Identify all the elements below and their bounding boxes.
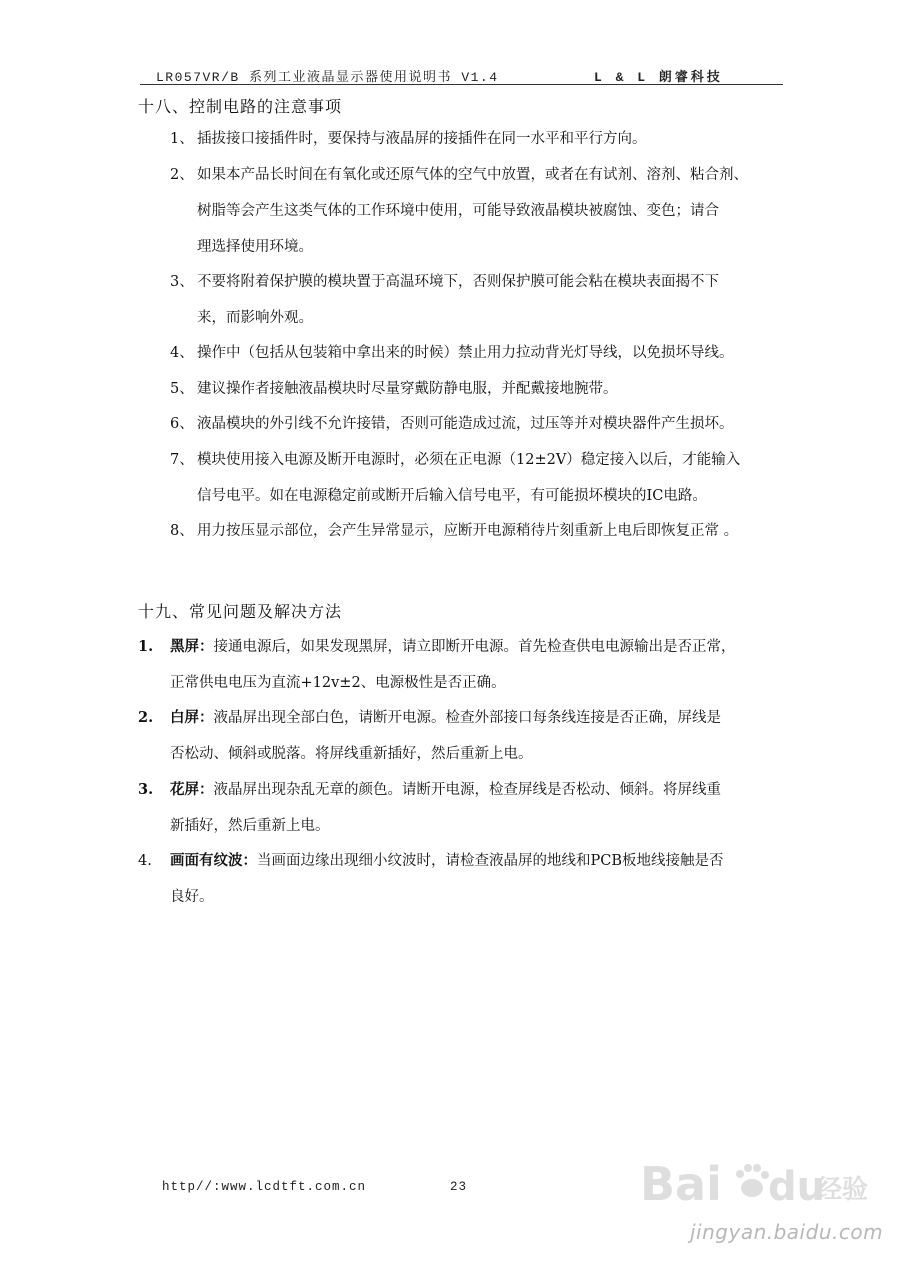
item-text: 插拔接口接插件时，要保持与液晶屏的接插件在同一水平和平行方向。 — [197, 131, 647, 147]
baidu-watermark-logo — [640, 1148, 870, 1218]
item-number: 7、 — [170, 452, 194, 468]
item-text: 黑屏：接通电源后，如果发现黑屏，请立即断开电源。首先检查供电电源输出是否正常， — [170, 638, 736, 655]
svg-text:经验: 经验 — [816, 1175, 869, 1205]
paw-icon — [736, 1164, 769, 1197]
page-number: 23 — [450, 1180, 468, 1194]
item-text: 新插好，然后重新上电。 — [170, 818, 330, 834]
company-name: L & L 朗睿科技 — [594, 70, 723, 85]
svg-text:du: du — [768, 1164, 826, 1210]
item-number: 8、 — [170, 523, 194, 539]
item-number: 1. — [138, 638, 154, 655]
item-text: 正常供电电压为直流+12v±2、电源极性是否正确。 — [170, 675, 506, 691]
item-text: 白屏：液晶屏出现全部白色，请断开电源。检查外部接口每条线连接是否正确，屏线是 — [170, 709, 721, 726]
item-number: 4. — [138, 853, 152, 869]
item-text: 否松动、倾斜或脱落。将屏线重新插好，然后重新上电。 — [170, 746, 533, 762]
item-text: 信号电平。如在电源稳定前或断开后输入信号电平，有可能损坏模块的IC电路。 — [197, 488, 707, 504]
section-18-title: 十八、控制电路的注意事项 — [138, 97, 343, 116]
item-text: 如果本产品长时间在有氧化或还原气体的空气中放置，或者在有试剂、溶剂、粘合剂、 — [197, 167, 748, 183]
page-header — [140, 64, 783, 85]
item-text: 不要将附着保护膜的模块置于高温环境下，否则保护膜可能会粘在模块表面揭不下 — [197, 274, 719, 290]
item-number: 5、 — [170, 381, 194, 397]
document-title: LR057VR/B 系列工业液晶显示器使用说明书 V1.4 — [156, 70, 499, 85]
item-label: 花屏： — [170, 781, 214, 798]
item-number: 4、 — [170, 345, 194, 361]
item-text: 液晶模块的外引线不允许接错，否则可能造成过流，过压等并对模块器件产生损坏。 — [197, 416, 734, 432]
item-text: 用力按压显示部位，会产生异常显示，应断开电源稍待片刻重新上电后即恢复正常 。 — [197, 523, 739, 539]
item-number: 1、 — [170, 131, 194, 147]
svg-text:Bai: Bai — [640, 1157, 722, 1211]
item-text: 操作中（包括从包装箱中拿出来的时候）禁止用力拉动背光灯导线，以免损坏导线。 — [197, 345, 734, 361]
item-text: 来，而影响外观。 — [197, 310, 313, 326]
footer-url: http//:www.lcdtft.com.cn — [162, 1180, 367, 1194]
item-number: 3、 — [170, 274, 194, 290]
item-text: 画面有纹波：当画面边缘出现细小纹波时，请检查液晶屏的地线和PCB板地线接触是否 — [170, 852, 724, 869]
item-text: 理选择使用环境。 — [197, 239, 313, 255]
item-label: 画面有纹波： — [170, 852, 257, 869]
item-text: 花屏：液晶屏出现杂乱无章的颜色。请断开电源，检查屏线是否松动、倾斜。将屏线重 — [170, 781, 721, 798]
item-label: 白屏： — [170, 709, 214, 726]
item-text: 良好。 — [170, 889, 214, 905]
item-number: 2. — [138, 709, 154, 726]
watermark-url: jingyan.baidu.com — [690, 1220, 884, 1244]
item-text: 建议操作者接触液晶模块时尽量穿戴防静电服，并配戴接地腕带。 — [197, 381, 618, 397]
item-number: 2、 — [170, 167, 194, 183]
item-text: 树脂等会产生这类气体的工作环境中使用，可能导致液晶模块被腐蚀、变色；请合 — [197, 203, 719, 219]
item-number: 6、 — [170, 416, 194, 432]
section-19-title: 十九、常见问题及解决方法 — [138, 602, 343, 621]
item-text: 模块使用接入电源及断开电源时，必须在正电源（12±2V）稳定接入以后，才能输入 — [197, 452, 741, 468]
item-label: 黑屏： — [170, 638, 214, 655]
item-number: 3. — [138, 781, 154, 798]
